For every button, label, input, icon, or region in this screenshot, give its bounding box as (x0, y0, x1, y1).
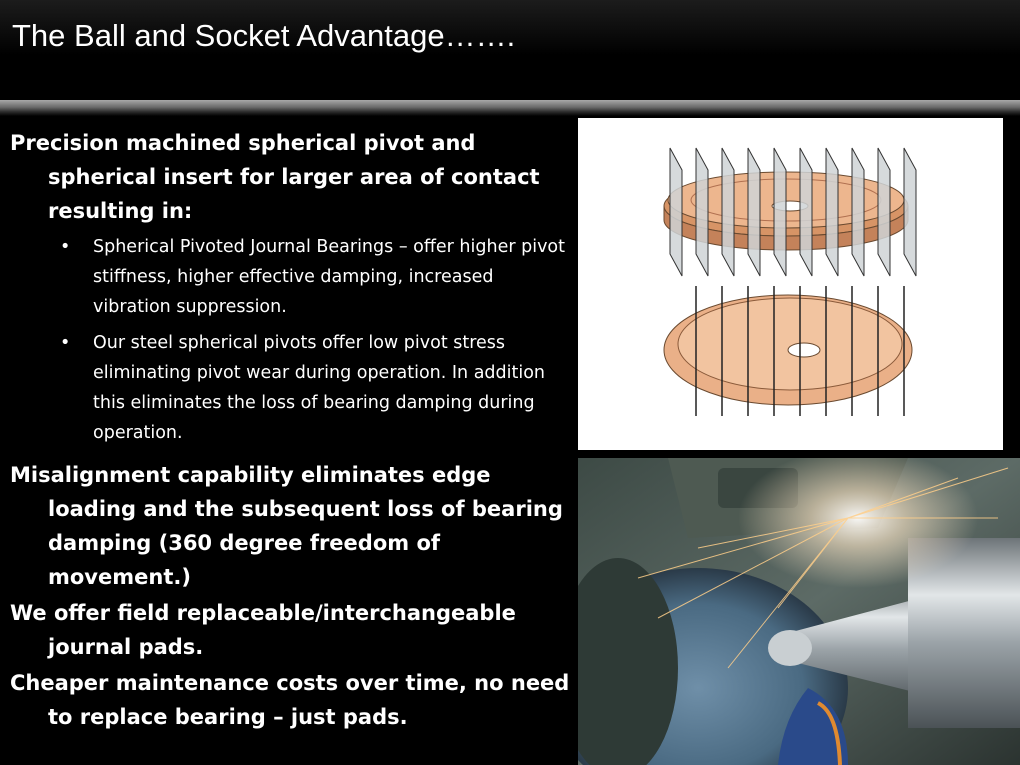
title-divider (0, 100, 1020, 116)
sub-bullet-list (10, 232, 570, 448)
title-bar (0, 0, 1020, 100)
point-field-replaceable: We offer field replaceable/interchangeable journal pads. (10, 601, 516, 659)
sub-bullet-text: Spherical Pivoted Journal Bearings – offer higher pivot stiffness, higher effective damping, increased vibration suppression. (93, 237, 565, 317)
slide-title: The Ball and Socket Advantage……. (12, 18, 516, 53)
slide-content (10, 126, 570, 736)
pivot-diagram-image (578, 118, 1003, 450)
grinding-photo-svg (578, 458, 1020, 765)
bullet-dot-icon: • (60, 237, 71, 257)
point-spherical-pivot: Precision machined spherical pivot and spherical insert for larger area of contact resulting in: (10, 131, 540, 223)
sub-bullet-steel-pivots (10, 328, 570, 448)
point-maintenance: Cheaper maintenance costs over time, no need to replace bearing – just pads. (10, 671, 570, 729)
sub-bullet-journal-bearings (10, 232, 570, 322)
point-misalignment: Misalignment capability eliminates edge loading and the subsequent loss of bearing damping (360 degree freedom of movement.) (10, 463, 563, 589)
sub-bullet-text: Our steel spherical pivots offer low pivot stress eliminating pivot wear during operation. In addition this eliminates the loss of bearing damping during operation. (93, 333, 546, 443)
bullet-dot-icon: • (60, 333, 71, 353)
grinding-machine-photo (578, 458, 1020, 765)
pivot-diagram-svg (578, 118, 1003, 450)
